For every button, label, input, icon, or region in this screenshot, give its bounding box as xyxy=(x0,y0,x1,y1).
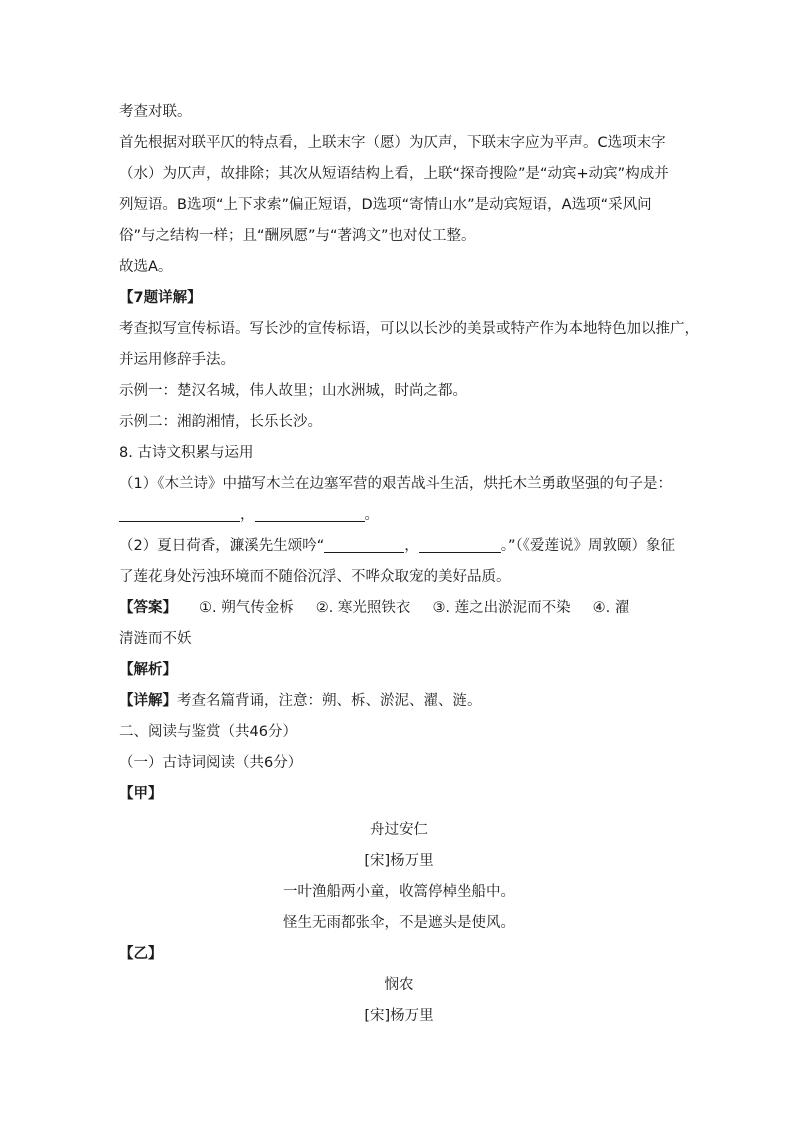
paragraph-text: 首先根据对联平仄的特点看，上联末字（愿）为仄声，下联末字应为平声。C选项末字 xyxy=(119,135,666,151)
analysis-text-block xyxy=(119,97,699,810)
answer-line xyxy=(119,593,679,624)
answer-blank xyxy=(324,534,404,553)
paragraph-text: 考查拟写宣传标语。写长沙的宣传标语，可以以长沙的美景或特产作为本地特色加以推广， xyxy=(119,321,699,337)
question-text: （1）《木兰诗》中描写木兰在边塞军营的艰苦战斗生活，烘托木兰勇敢坚强的句子是： xyxy=(119,476,672,492)
paragraph-text: 并运用修辞手法。 xyxy=(119,352,235,368)
separator-text: 。 xyxy=(364,507,379,523)
poem-author: [宋]杨万里 xyxy=(364,1008,434,1024)
poem-marker: 【甲】 xyxy=(119,786,163,802)
answer-item: ②. 寒光照铁衣 xyxy=(315,600,411,616)
question-text: 了莲花身处污浊环境而不随俗沉浮、不哗众取宠的美好品质。 xyxy=(119,569,511,585)
separator-text: ， xyxy=(404,538,419,554)
poem-title: 舟过安仁 xyxy=(370,822,428,838)
section-heading: 【解析】 xyxy=(119,662,177,678)
paragraph-text: 列短语。B选项“上下求索”偏正短语，D选项“寄情山水”是动宾短语，A选项“采风问 xyxy=(119,197,652,213)
fill-blank-line xyxy=(119,500,679,531)
detail-line xyxy=(119,686,679,717)
section-title: 二、阅读与鉴赏（共46分） xyxy=(119,724,297,740)
question-text-part: （2）夏日荷香，濂溪先生颂吟“ xyxy=(119,538,325,554)
answer-item: ④. 濯 xyxy=(592,600,630,616)
answer-item: ③. 莲之出淤泥而不染 xyxy=(432,600,571,616)
poem-title: 悯农 xyxy=(384,977,414,993)
answer-item: ①. 朔气传金柝 xyxy=(199,600,294,616)
answer-blank xyxy=(255,503,365,522)
detail-label: 【详解】 xyxy=(119,693,177,709)
question-text xyxy=(119,531,679,562)
paragraph-text: 故选A。 xyxy=(119,259,173,275)
answer-blank xyxy=(419,534,501,553)
example-text: 示例一：楚汉名城，伟人故里；山水洲城，时尚之都。 xyxy=(119,383,467,399)
poem-author: [宋]杨万里 xyxy=(364,853,434,869)
question-text-part: 。”（《爱莲说》周敦颐）象征 xyxy=(500,538,676,554)
paragraph-text: （水）为仄声，故排除；其次从短语结构上看，上联“探奇搜险”是“动宾+动宾”构成并 xyxy=(119,166,669,182)
separator-text: ， xyxy=(240,507,255,523)
paragraph-text: 俗”与之结构一样；且“酬夙愿”与“著鸿文”也对仗工整。 xyxy=(119,228,476,244)
example-text: 示例二：湘韵湘情，长乐长沙。 xyxy=(119,414,322,430)
paragraph-text: 考查对联。 xyxy=(119,104,192,120)
subsection-title: （一）古诗词阅读（共6分） xyxy=(119,755,303,771)
answer-continuation: 清涟而不妖 xyxy=(119,631,192,647)
poem-line: 怪生无雨都张伞，不是遮头是使风。 xyxy=(283,915,515,931)
answer-blank xyxy=(119,503,240,522)
question-title: 8. 古诗文积累与运用 xyxy=(119,445,254,461)
poem-line: 一叶渔船两小童，收篙停棹坐船中。 xyxy=(283,884,515,900)
detail-text: 考查名篇背诵，注意：朔、柝、淤泥、濯、涟。 xyxy=(177,693,482,709)
poem-marker: 【乙】 xyxy=(119,946,163,962)
section-heading: 【7题详解】 xyxy=(119,290,202,306)
answer-label: 【答案】 xyxy=(119,600,177,616)
